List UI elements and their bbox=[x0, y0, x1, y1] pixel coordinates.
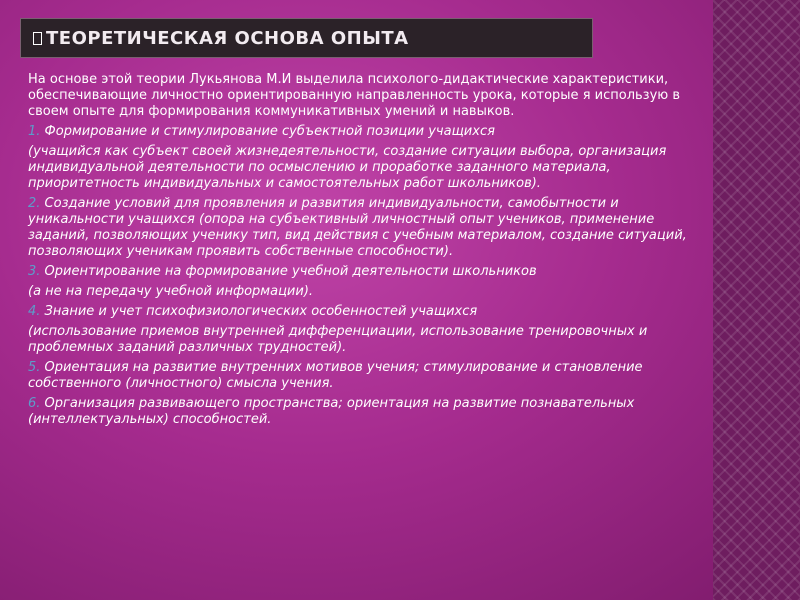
item-text: (а не на передачу учебной информации). bbox=[28, 284, 314, 299]
item-number: 4. bbox=[28, 304, 41, 319]
list-item-4-detail bbox=[28, 324, 700, 356]
item-number: 1. bbox=[28, 124, 41, 139]
bullet-box-icon bbox=[33, 32, 42, 45]
item-text: (использование приемов внутренней дифференциации, использование тренировочных и проблемных заданий различных трудностей). bbox=[28, 324, 648, 355]
item-number: 6. bbox=[28, 396, 41, 411]
item-text: Создание условий для проявления и развития индивидуальности, самобытности и уникальности учащихся (опора на субъективный личностный опыт учеников, применение заданий, позволяющих ученику тип, вид действия с учебным материалом, создание ситуаций, позволяющих ученикам проявить собственные способности). bbox=[28, 196, 687, 259]
item-text: Ориентация на развитие внутренних мотивов учения; стимулирование и становление собственного (личностного) смысла учения. bbox=[28, 360, 643, 391]
item-text: Знание и учет психофизиологических особенностей учащихся bbox=[44, 304, 478, 319]
list-item-3-detail bbox=[28, 284, 700, 300]
list-item-5 bbox=[28, 360, 700, 392]
slide-content bbox=[28, 72, 700, 432]
list-item-6 bbox=[28, 396, 700, 428]
item-number: 3. bbox=[28, 264, 41, 279]
list-item-3 bbox=[28, 264, 700, 280]
item-text: (учащийся как субъект своей жизнедеятельности, создание ситуации выбора, организация индивидуальной деятельности по осмыслению и проработке заданного материала, приоритетность индивидуальных и самостоятельных работ школьников). bbox=[28, 144, 667, 191]
decorative-side-strip bbox=[713, 0, 800, 600]
item-number: 2. bbox=[28, 196, 41, 211]
title-bar bbox=[20, 18, 593, 58]
slide-title: ТЕОРЕТИЧЕСКАЯ ОСНОВА ОПЫТА bbox=[46, 27, 409, 49]
list-item-1 bbox=[28, 124, 700, 140]
item-number: 5. bbox=[28, 360, 41, 375]
item-text: Формирование и стимулирование субъектной позиции учащихся bbox=[44, 124, 495, 139]
list-item-2 bbox=[28, 196, 700, 260]
list-item-4 bbox=[28, 304, 700, 320]
intro-paragraph: На основе этой теории Лукьянова М.И выделила психолого-дидактические характеристики, обеспечивающие личностно ориентированную направленность урока, которые я использую в своем опыте для формирования коммуникативных умений и навыков. bbox=[28, 72, 681, 119]
list-item-1-detail bbox=[28, 144, 700, 192]
item-text: Ориентирование на формирование учебной деятельности школьников bbox=[44, 264, 537, 279]
item-text: Организация развивающего пространства; ориентация на развитие познавательных (интеллектуальных) способностей. bbox=[28, 396, 635, 427]
